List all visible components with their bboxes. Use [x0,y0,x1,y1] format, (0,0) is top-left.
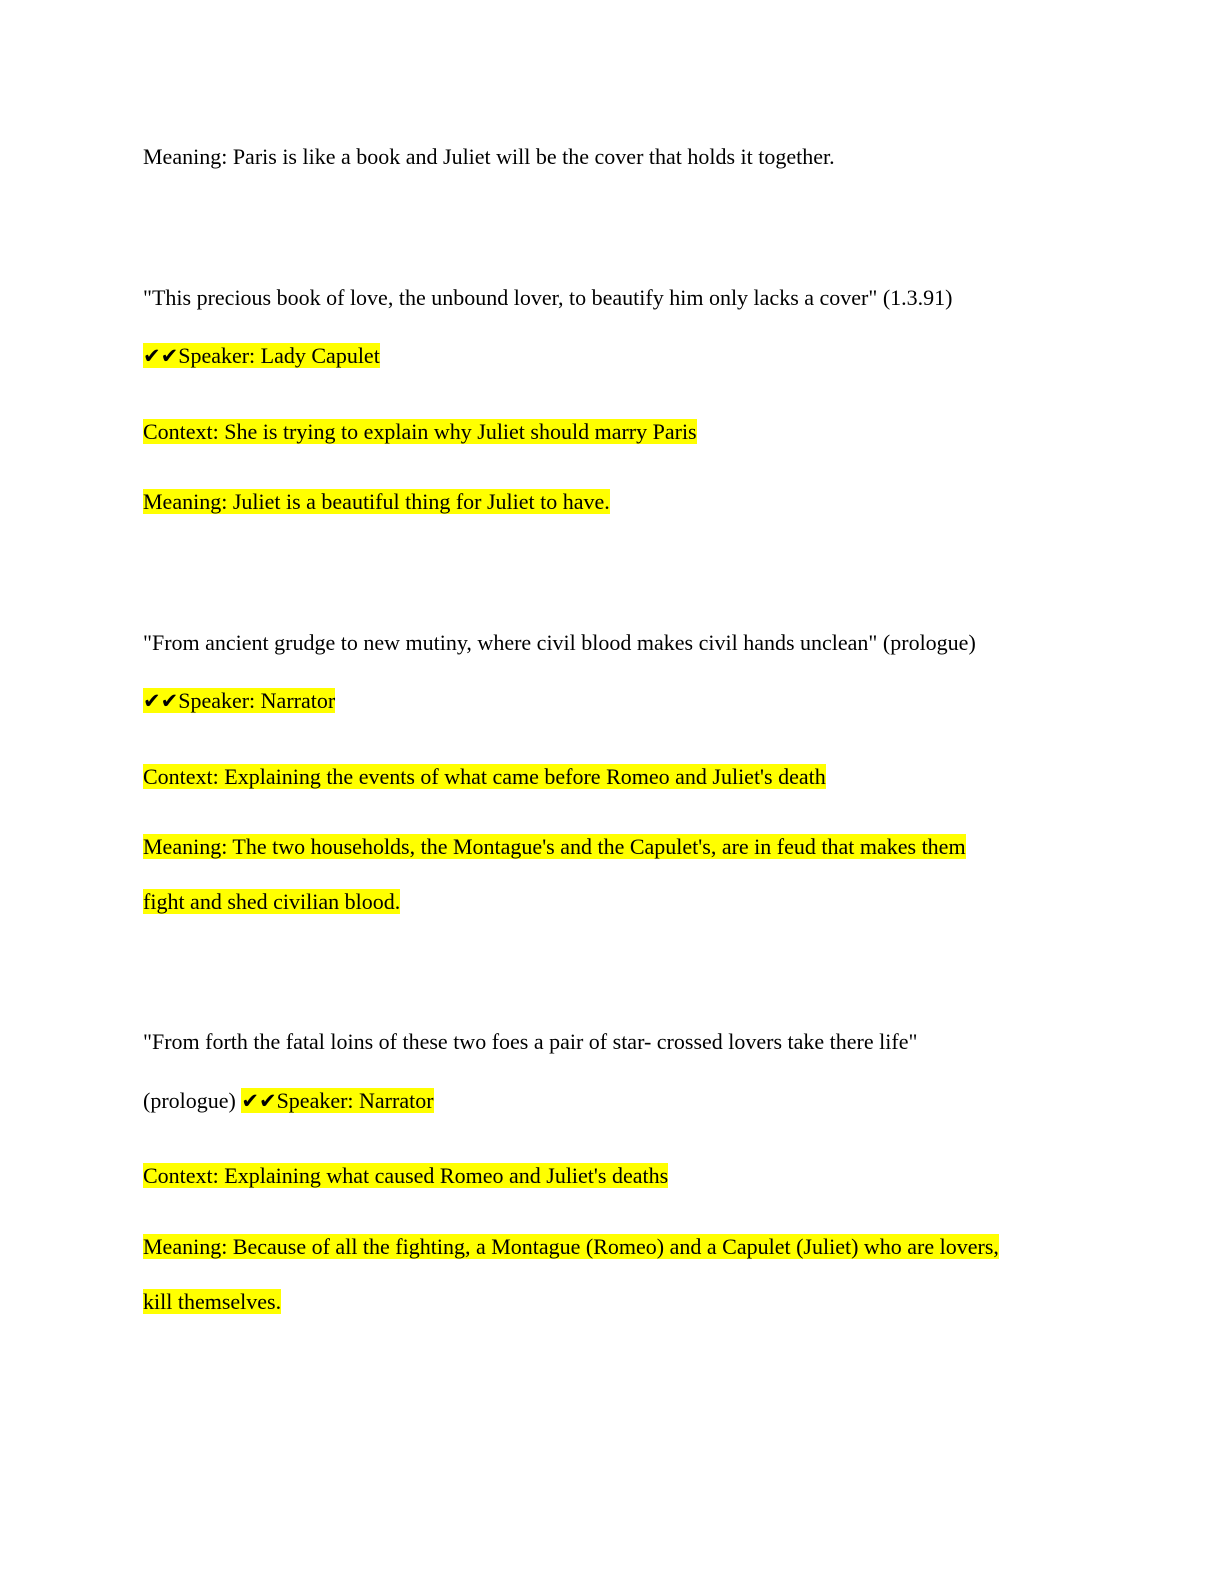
quote-2-meaning-line-1 [143,834,966,860]
quote-3-line-1 [143,1029,917,1055]
context-text: Context: Explaining what caused Romeo and Juliet's deaths [143,1163,669,1188]
quote-2-speaker-line [143,688,335,714]
quote-3-line-2 [143,1088,434,1114]
quote-text: "From forth the fatal loins of these two foes a pair of star- crossed lovers take there life" [143,1029,918,1054]
meaning-text: Meaning: Paris is like a book and Juliet will be the cover that holds it together. [143,144,835,169]
quote-1-context-line [143,419,697,445]
meaning-text: fight and shed civilian blood. [143,889,401,914]
quote-2-context-line [143,764,826,790]
quote-3-context-line [143,1163,668,1189]
check-mark-icon: ✔✔ [143,344,179,368]
highlighted-speaker [143,343,380,368]
quote-3-meaning-line-1 [143,1234,999,1260]
quote-1-speaker-line [143,343,380,369]
meaning-paris-line [143,144,835,170]
highlighted-speaker [241,1088,433,1113]
meaning-text: kill themselves. [143,1289,282,1314]
check-mark-icon: ✔✔ [143,689,179,713]
highlighted-speaker [143,688,335,713]
quote-2-line [143,630,976,656]
meaning-text: Meaning: The two households, the Montague's and the Capulet's, are in feud that makes them [143,834,966,859]
quote-2-meaning-line-2 [143,889,400,915]
quote-3-meaning-line-2 [143,1289,281,1315]
speaker-text: Speaker: Narrator [178,688,336,713]
meaning-text: Meaning: Because of all the fighting, a Montague (Romeo) and a Capulet (Juliet) who are lovers, [143,1234,999,1259]
quote-1-line [143,285,953,311]
quote-text: "From ancient grudge to new mutiny, where civil blood makes civil hands unclean" (prologue) [143,630,976,655]
meaning-text: Meaning: Juliet is a beautiful thing for Juliet to have. [143,489,610,514]
quote-1-meaning-line [143,489,610,515]
context-text: Context: Explaining the events of what came before Romeo and Juliet's death [143,764,826,789]
quote-text: (prologue) [143,1088,236,1113]
speaker-text: Speaker: Lady Capulet [178,343,380,368]
quote-text: "This precious book of love, the unbound lover, to beautify him only lacks a cover" (1.3.91) [143,285,953,310]
context-text: Context: She is trying to explain why Juliet should marry Paris [143,419,697,444]
speaker-text: Speaker: Narrator [276,1088,434,1113]
check-mark-icon: ✔✔ [241,1089,277,1113]
